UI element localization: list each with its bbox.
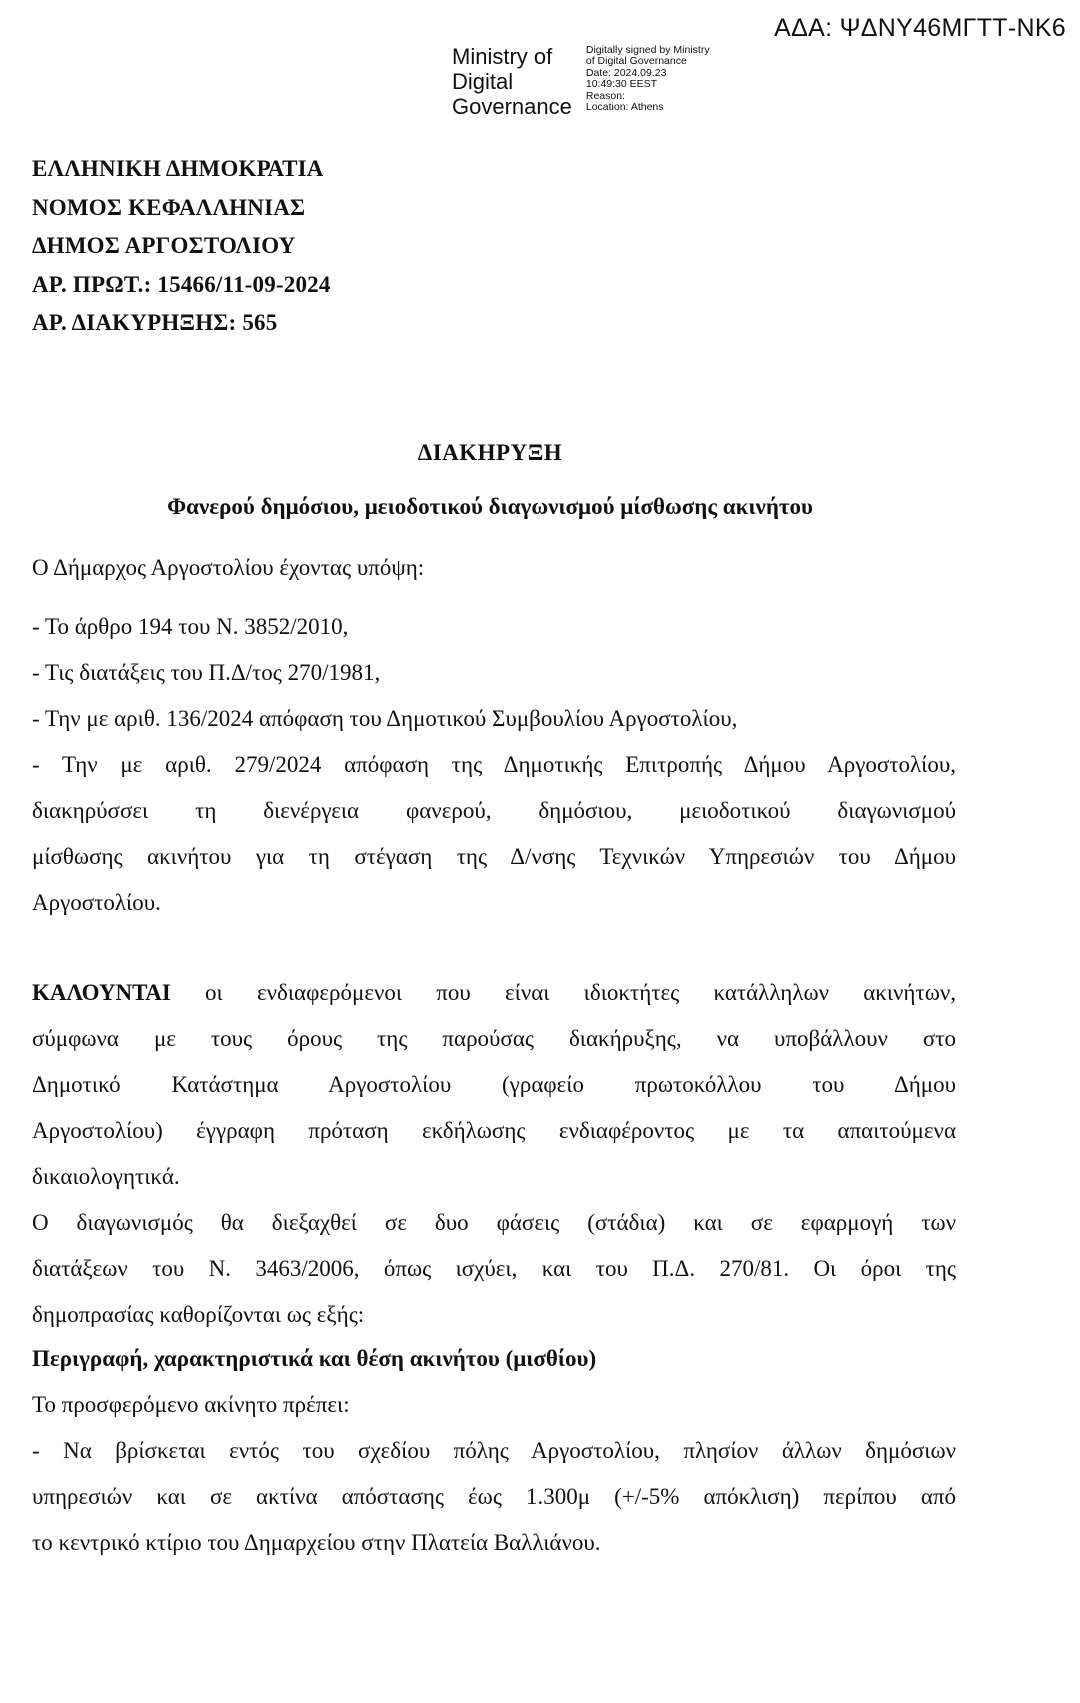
invitation-line: Αργοστολίου) έγγραφη πρόταση εκδήλωσης ενδιαφέροντος με τα απαιτούμενα — [32, 1118, 956, 1143]
signature-detail-line: Reason: — [585, 89, 625, 102]
signature-org-line: Governance — [452, 94, 572, 119]
header-line: ΔΗΜΟΣ ΑΡΓΟΣΤΟΛΙΟΥ — [32, 233, 296, 258]
intro-text: Ο Δήμαρχος Αργοστολίου έχοντας υπόψη: — [32, 555, 425, 580]
contest-line: Ο διαγωνισμός θα διεξαχθεί σε δυο φάσεις (στάδια) και σε εφαρμογή των — [32, 1210, 956, 1235]
property-requirement-line: - Να βρίσκεται εντός του σχεδίου πόλης Αργοστολίου, πλησίον άλλων δημόσιων — [32, 1438, 956, 1463]
declaration-number: ΑΡ. ΔΙΑΚΥΡΗΞΗΣ: 565 — [32, 310, 278, 335]
signature-detail-line: of Digital Governance — [585, 55, 687, 68]
signature-details — [586, 44, 710, 113]
contest-line: δημοπρασίας καθορίζονται ως εξής: — [32, 1302, 365, 1327]
document-title: ΔΙΑΚΗΡΥΞΗ — [417, 440, 563, 465]
consideration-item: - Το άρθρο 194 του Ν. 3852/2010, — [32, 614, 349, 639]
protocol-number: ΑΡ. ΠΡΩΤ.: 15466/11-09-2024 — [32, 271, 331, 297]
property-requirement-line: υπηρεσιών και σε ακτίνα απόστασης έως 1.300μ (+/-5% απόκλιση) περίπου από — [32, 1484, 956, 1509]
signature-detail-line: Date: 2024.09.23 — [585, 66, 667, 79]
invitation-line: σύμφωνα με τους όρους της παρούσας διακήρυξης, να υποβάλλουν στο — [32, 1026, 956, 1051]
signature-org-line: Digital — [452, 69, 514, 94]
contest-line: διατάξεων του Ν. 3463/2006, όπως ισχύει, και του Π.Δ. 270/81. Οι όροι της — [32, 1256, 956, 1281]
header-line: ΝΟΜΟΣ ΚΕΦΑΛΛΗΝΙΑΣ — [32, 194, 306, 220]
ada-code: ΑΔΑ: ΨΔΝΥ46ΜΓΤΤ-ΝΚ6 — [774, 14, 1066, 42]
section-heading: Περιγραφή, χαρακτηριστικά και θέση ακινήτου (μισθίου) — [32, 1346, 597, 1371]
header-line: ΕΛΛΗΝΙΚΗ ΔΗΜΟΚΡΑΤΙΑ — [32, 156, 324, 181]
digital-signature — [452, 44, 710, 119]
signature-detail-line: Location: Athens — [585, 101, 664, 114]
document-header — [32, 150, 331, 343]
decision-line: διακηρύσσει τη διενέργεια φανερού, δημόσιου, μειοδοτικού διαγωνισμού — [32, 798, 956, 823]
document-subtitle: Φανερού δημόσιου, μειοδοτικού διαγωνισμού μίσθωσης ακινήτου — [167, 494, 813, 519]
consideration-item: - Τις διατάξεις του Π.Δ/τος 270/1981, — [32, 660, 381, 685]
decision-line: Αργοστολίου. — [32, 890, 161, 915]
property-requirement-line: το κεντρικό κτίριο του Δημαρχείου στην Πλατεία Βαλλιάνου. — [32, 1530, 601, 1555]
property-intro: Το προσφερόμενο ακίνητο πρέπει: — [32, 1392, 350, 1417]
decision-line: μίσθωσης ακινήτου για τη στέγαση της Δ/νσης Τεχνικών Υπηρεσιών του Δήμου — [32, 844, 956, 869]
signature-org-line: Ministry of — [452, 44, 553, 69]
signature-detail-line: Digitally signed by Ministry — [585, 44, 710, 56]
consideration-item: - Την με αριθ. 136/2024 απόφαση του Δημοτικού Συμβουλίου Αργοστολίου, — [32, 706, 738, 731]
invitation-line: Δημοτικό Κατάστημα Αργοστολίου (γραφείο πρωτοκόλλου του Δήμου — [32, 1072, 956, 1097]
decision-line: - Την με αριθ. 279/2024 απόφαση της Δημοτικής Επιτροπής Δήμου Αργοστολίου, — [32, 752, 956, 777]
signature-organization — [452, 44, 572, 119]
invitation-text: οι ενδιαφερόμενοι που είναι ιδιοκτήτες κατάλληλων ακινήτων, — [170, 980, 956, 1005]
invitation-lead: ΚΑΛΟΥΝΤΑΙ — [32, 980, 171, 1005]
signature-detail-line: 10:49:30 EEST — [585, 78, 658, 91]
invitation-line: δικαιολογητικά. — [32, 1164, 180, 1189]
invitation-line — [32, 968, 956, 1018]
